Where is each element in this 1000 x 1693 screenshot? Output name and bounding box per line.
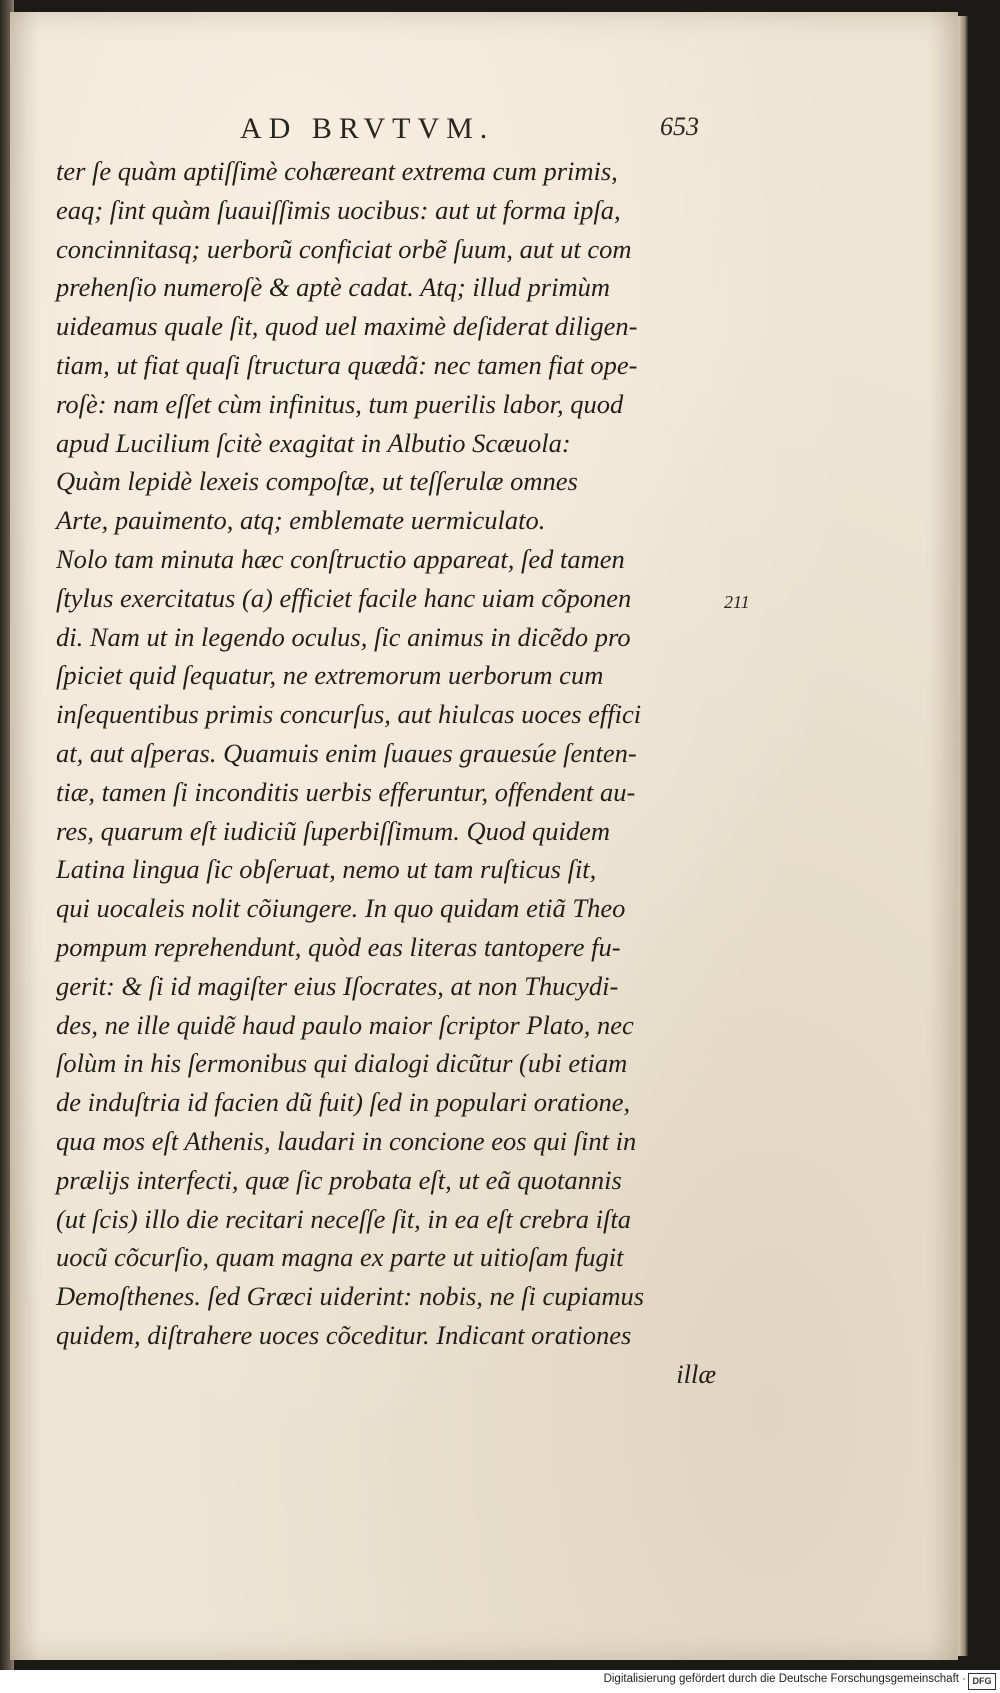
text-line: uocũ cõcurſio, quam magna ex parte ut uitioſam fugit	[56, 1242, 624, 1273]
text-block	[56, 152, 716, 1394]
text-line: prehenſio numeroſè & aptè cadat. Atq; illud primùm	[56, 272, 610, 303]
text-line: res, quarum eſt iudiciũ ſuperbiſſimum. Quod quidem	[56, 815, 611, 846]
text-line: Demoſthenes. ſed Græci uiderint: nobis, ne ſi cupiamus	[56, 1281, 645, 1312]
text-line: pompum reprehendunt, quòd eas literas tantopere fu-	[56, 931, 621, 962]
page-number: 653	[660, 112, 699, 141]
text-line: ſtylus exercitatus (a) efficiet facile hanc uiam cõponen	[56, 582, 632, 613]
text-line: tiæ, tamen ſi inconditis uerbis efferuntur, offendent au-	[56, 776, 636, 807]
text-line: gerit: & ſi id magiſter eius Iſocrates, at non Thucydi-	[56, 970, 619, 1001]
footer-credit: Digitalisierung gefördert durch die Deutsche Forschungsgemeinschaft ·	[603, 1673, 966, 1685]
footer-bar	[0, 1670, 1000, 1693]
catchword: illæ	[676, 1358, 716, 1389]
text-line: prælijs interfecti, quæ ſic probata eſt, ut eã quotannis	[56, 1164, 622, 1195]
page-right-edge	[958, 16, 968, 1656]
text-line: de induſtria id facien dũ fuit) ſed in populari oratione,	[56, 1087, 631, 1118]
text-line: uideamus quale ſit, quod uel maximè deſiderat diligen-	[56, 311, 638, 342]
text-line: tiam, ut fiat quaſi ſtructura quædã: nec tamen fiat ope-	[56, 349, 638, 380]
text-line: apud Lucilium ſcitè exagitat in Albutio Scæuola:	[56, 427, 571, 458]
running-head: AD BRVTVM.	[240, 112, 495, 145]
text-line: Quàm lepidè lexeis compoſtæ, ut teſſerulæ omnes	[56, 466, 578, 497]
text-line: Arte, pauimento, atq; emblemate uermiculato.	[56, 505, 546, 536]
text-line: di. Nam ut in legendo oculus, ſic animus in dicẽdo pro	[56, 621, 631, 652]
text-line: inſequentibus primis concurſus, aut hiulcas uoces effici	[56, 699, 642, 730]
text-line: qua mos eſt Athenis, laudari in concione eos qui ſint in	[56, 1125, 637, 1156]
margin-note: 211	[724, 592, 750, 612]
text-line: des, ne ille quidẽ haud paulo maior ſcriptor Plato, nec	[56, 1009, 634, 1040]
text-line: at, aut aſperas. Quamuis enim ſuaues grauesúe ſenten-	[56, 737, 637, 768]
text-line: roſè: nam eſſet cùm infinitus, tum puerilis labor, quod	[56, 388, 624, 419]
text-line: ter ſe quàm aptiſſimè cohæreant extrema cum primis,	[56, 156, 618, 186]
dfg-logo-icon: DFG	[968, 1673, 996, 1690]
text-line: concinnitasq; uerborũ conficiat orbẽ ſuum, aut ut com	[56, 233, 632, 264]
text-line: Latina lingua ſic obſeruat, nemo ut tam ruſticus ſit,	[56, 854, 597, 885]
text-line: quidem, diſtrahere uoces cõceditur. Indicant orationes	[56, 1319, 632, 1350]
text-line: ſpiciet quid ſequatur, ne extremorum uerborum cum	[56, 660, 604, 691]
text-line: (ut ſcis) illo die recitari neceſſe ſit, in ea eſt crebra iſta	[56, 1203, 632, 1234]
text-line: Nolo tam minuta hæc conſtructio appareat, ſed tamen	[56, 543, 625, 574]
text-line: qui uocaleis nolit cõiungere. In quo quidam etiã Theo	[56, 893, 626, 924]
text-line: ſolùm in his ſermonibus qui dialogi dicũtur (ubi etiam	[56, 1048, 628, 1079]
text-line: eaq; ſint quàm ſuauiſſimis uocibus: aut ut forma ipſa,	[56, 194, 621, 225]
